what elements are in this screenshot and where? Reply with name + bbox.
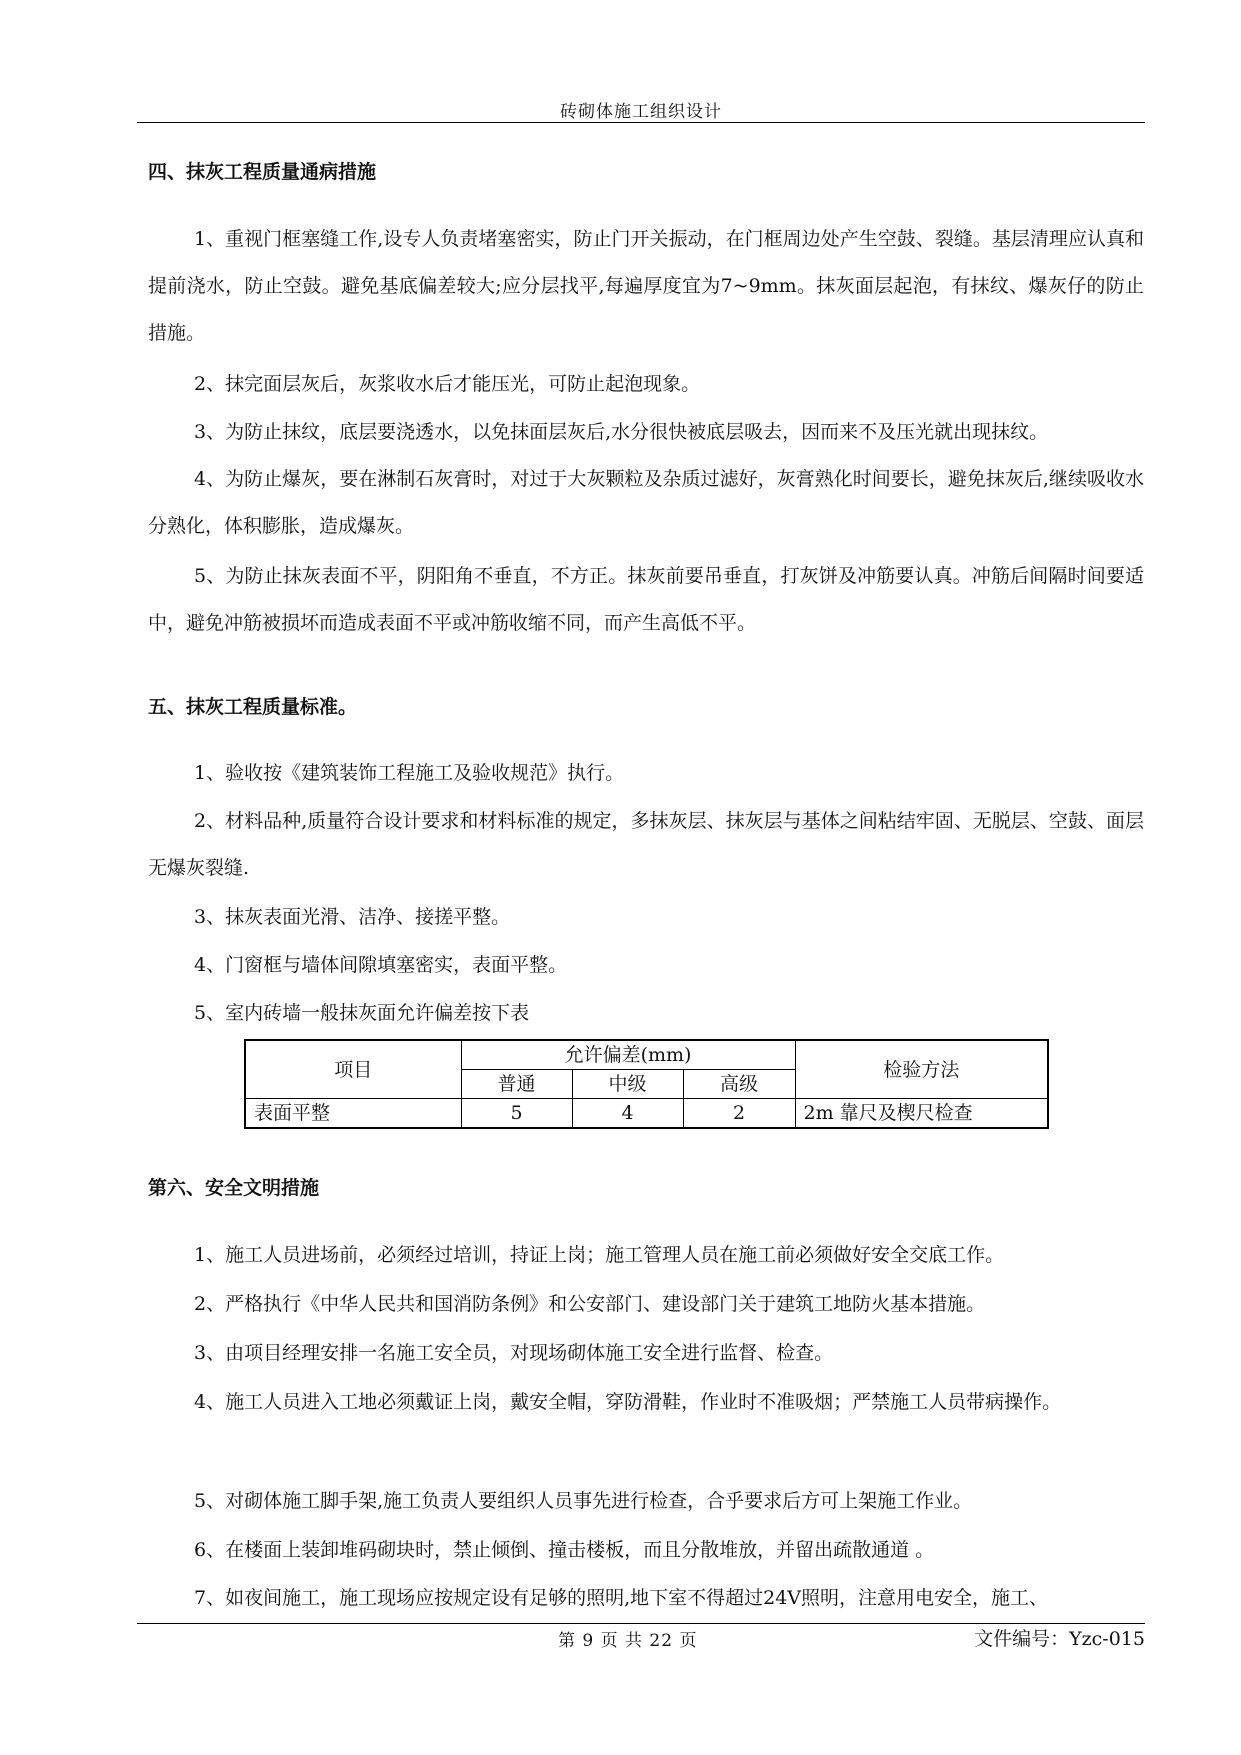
section-heading-4: 四、抹灰工程质量通病措施	[148, 161, 377, 183]
paragraph: 3、抹灰表面光滑、洁净、接搓平整。	[194, 906, 511, 928]
section-heading-5: 五、抹灰工程质量标准。	[148, 696, 358, 718]
table-row	[245, 1099, 1048, 1129]
paragraph: 5、对砌体施工脚手架,施工负责人要组织人员事先进行检查，合乎要求后方可上架施工作业。	[194, 1490, 973, 1512]
paragraph: 5、室内砖墙一般抹灰面允许偏差按下表	[194, 1002, 530, 1024]
paragraph: 1、施工人员进场前，必须经过培训，持证上岗；施工管理人员在施工前必须做好安全交底工作。	[194, 1244, 1005, 1266]
paragraph: 7、如夜间施工，施工现场应按规定设有足够的照明,地下室不得超过24V照明，注意用电安全，施工、	[194, 1587, 1049, 1609]
page-header-title: 砖砌体施工组织设计	[560, 102, 722, 122]
document-number: 文件编号：Yzc-015	[974, 1628, 1145, 1650]
table-header-grade: 中级	[572, 1070, 683, 1099]
paragraph: 2、抹完面层灰后，灰浆收水后才能压光，可防止起泡现象。	[194, 373, 701, 395]
table-cell-item: 表面平整	[245, 1099, 461, 1129]
table-header-grade: 普通	[461, 1070, 572, 1099]
table-header-method: 检验方法	[795, 1040, 1048, 1099]
paragraph: 1、重视门框塞缝工作,设专人负责堵塞密实，防止门开关振动，在门框周边处产生空鼓、裂缝。基层清理应认真和提前浇水，防止空鼓。避免基底偏差较大;应分层找平,每遍厚度宜为7~9mm。抹灰面层起泡，有抹纹、爆灰仔的防止措施。	[148, 228, 1144, 344]
paragraph: 3、由项目经理安排一名施工安全员，对现场砌体施工安全进行监督、检查。	[194, 1342, 834, 1364]
paragraph: 3、为防止抹纹，底层要浇透水，以免抹面层灰后,水分很快被底层吸去，因而来不及压光就出现抹纹。	[194, 421, 1049, 443]
paragraph: 4、为防止爆灰，要在淋制石灰膏时，对过于大灰颗粒及杂质过滤好，灰膏熟化时间要长，避免抹灰后,继续吸收水分熟化，体积膨胀，造成爆灰。	[148, 468, 1144, 537]
paragraph: 2、材料品种,质量符合设计要求和材料标准的规定，多抹灰层、抹灰层与基体之间粘结牢固、无脱层、空鼓、面层无爆灰裂缝.	[148, 810, 1144, 879]
header-rule	[137, 122, 1145, 123]
table-cell-value: 2	[683, 1099, 795, 1129]
table-cell-value: 5	[461, 1099, 572, 1129]
table-header-tolerance: 允许偏差(mm)	[461, 1040, 795, 1070]
paragraph: 4、门窗框与墙体间隙填塞密实，表面平整。	[194, 954, 568, 976]
page-number: 第 9 页 共 22 页	[558, 1631, 698, 1651]
paragraph: 6、在楼面上装卸堆码砌块时，禁止倾倒、撞击楼板，而且分散堆放，并留出疏散通道 。	[194, 1539, 935, 1561]
tolerance-table	[244, 1039, 1049, 1129]
table-header-item: 项目	[245, 1040, 461, 1099]
table-header-grade: 高级	[683, 1070, 795, 1099]
section-heading-6: 第六、安全文明措施	[148, 1177, 320, 1199]
paragraph: 1、验收按《建筑装饰工程施工及验收规范》执行。	[194, 762, 625, 784]
paragraph: 2、严格执行《中华人民共和国消防条例》和公安部门、建设部门关于建筑工地防火基本措施。	[194, 1293, 986, 1315]
paragraph: 5、为防止抹灰表面不平，阴阳角不垂直，不方正。抹灰前要吊垂直，打灰饼及冲筋要认真。冲筋后间隔时间要适中，避免冲筋被损坏而造成表面不平或冲筋收缩不同，而产生高低不平。	[148, 565, 1144, 634]
table-cell-method: 2m 靠尺及楔尺检查	[795, 1099, 1048, 1129]
table-cell-value: 4	[572, 1099, 683, 1129]
paragraph: 4、施工人员进入工地必须戴证上岗，戴安全帽，穿防滑鞋，作业时不准吸烟；严禁施工人员带病操作。	[194, 1391, 1062, 1413]
